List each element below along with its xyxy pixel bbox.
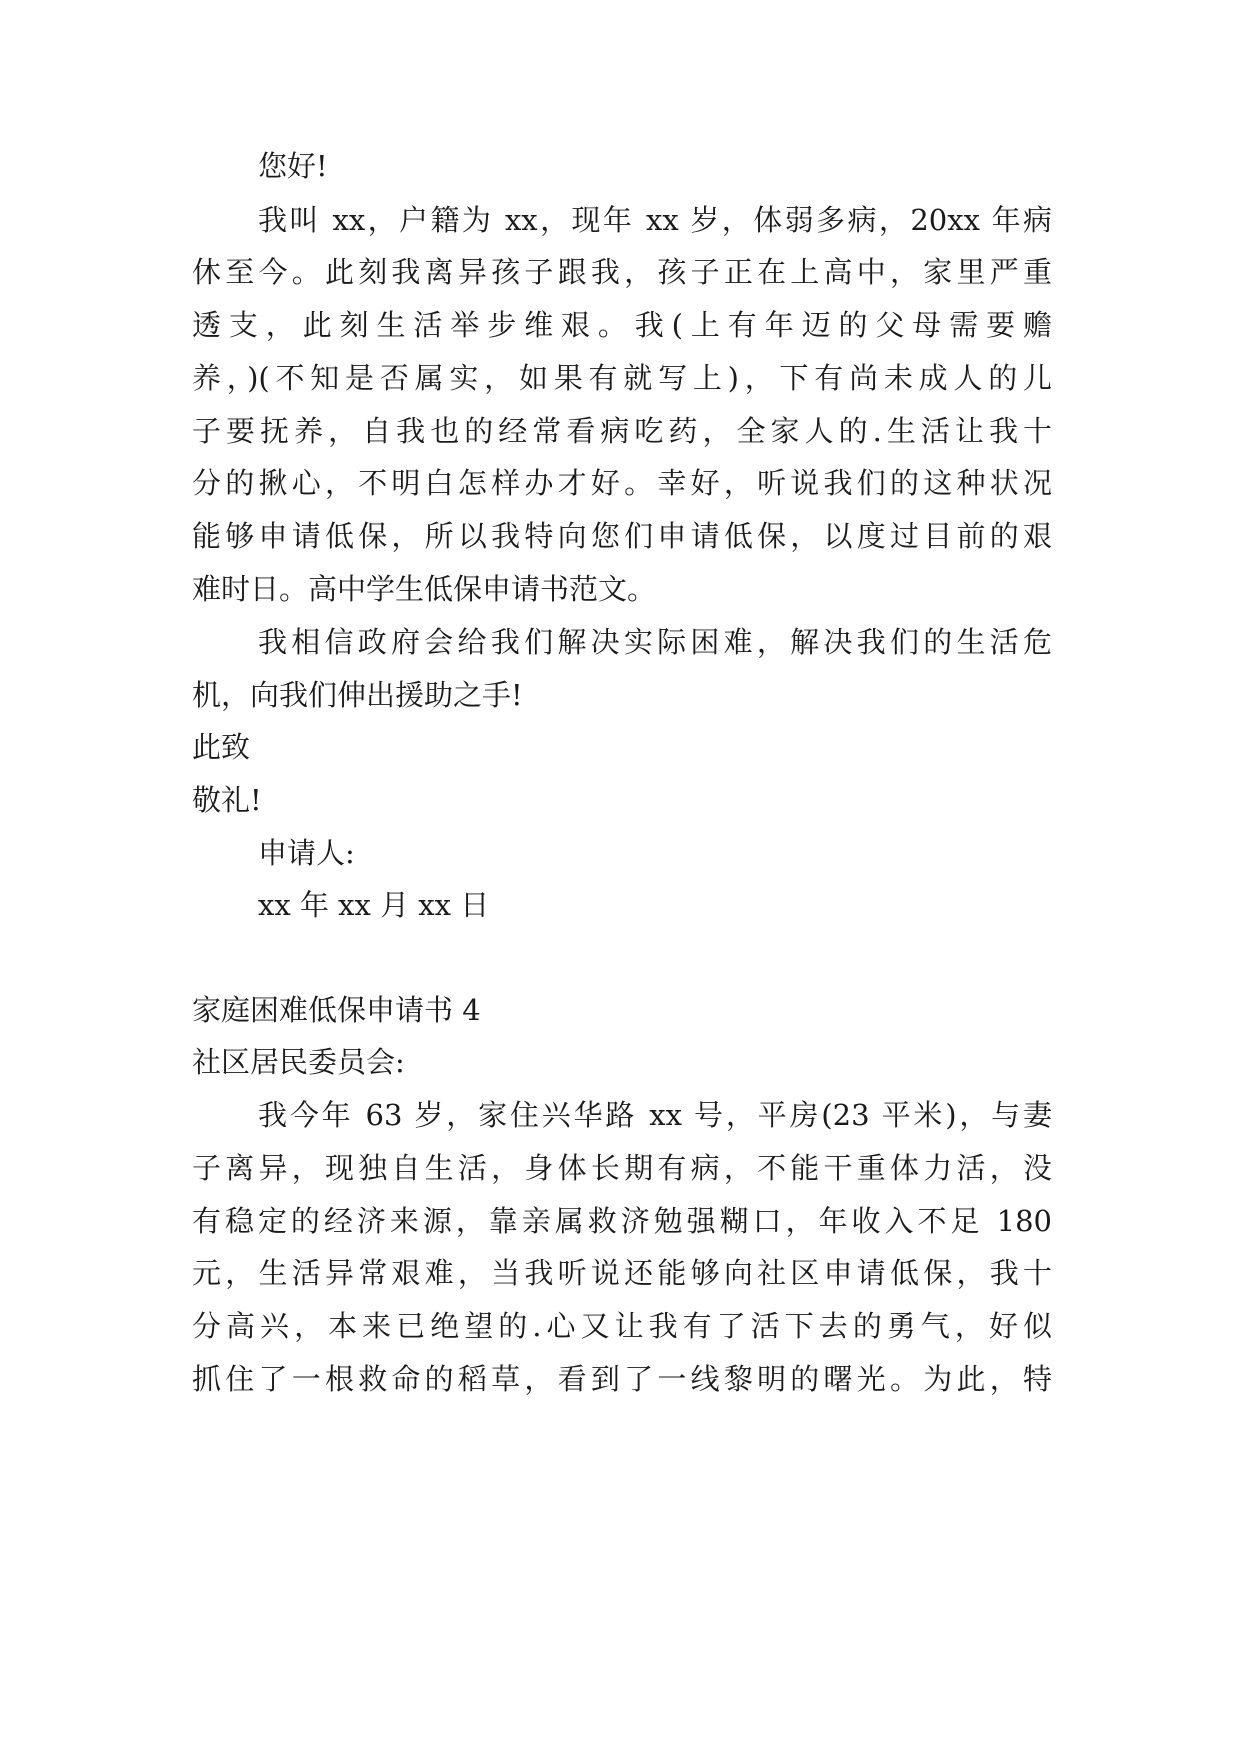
paragraph-line: 休至今。此刻我离异孩子跟我，孩子正在上高中，家里严重 xyxy=(192,255,1052,289)
paragraph-line: 我今年 63 岁，家住兴华路 xx 号，平房(23 平米)，与妻 xyxy=(258,1098,1052,1132)
paragraph-line: 子离异，现独自生活，身体长期有病，不能干重体力活，没 xyxy=(192,1151,1052,1185)
paragraph-line: 我相信政府会给我们解决实际困难，解决我们的生活危 xyxy=(258,625,1052,659)
paragraph-line: 抓住了一根救命的稻草，看到了一线黎明的曙光。为此，特 xyxy=(192,1362,1052,1396)
paragraph-line: 我叫 xx，户籍为 xx，现年 xx 岁，体弱多病，20xx 年病 xyxy=(258,203,1052,237)
paragraph-line: 难时日。高中学生低保申请书范文。 xyxy=(192,572,657,606)
date-line: xx 年 xx 月 xx 日 xyxy=(258,888,490,922)
paragraph-line: 子要抚养，自我也的经常看病吃药，全家人的.生活让我十 xyxy=(192,414,1052,448)
paragraph-line: 机，向我们伸出援助之手! xyxy=(192,678,523,712)
paragraph-line: 透支，此刻生活举步维艰。我(上有年迈的父母需要赡 xyxy=(192,308,1052,342)
paragraph-line: 元，生活异常艰难，当我听说还能够向社区申请低保，我十 xyxy=(192,1256,1052,1290)
paragraph-line: 能够申请低保，所以我特向您们申请低保，以度过目前的艰 xyxy=(192,519,1052,553)
section-title: 家庭困难低保申请书 4 xyxy=(192,993,481,1027)
applicant-label: 申请人: xyxy=(258,836,355,870)
paragraph-line: 分的揪心，不明白怎样办才好。幸好，听说我们的这种状况 xyxy=(192,466,1052,500)
paragraph-line: 养，)(不知是否属实，如果有就写上)，下有尚未成人的儿 xyxy=(192,361,1052,395)
closing-salutation: 此致 xyxy=(192,730,251,764)
greeting: 您好! xyxy=(258,149,328,183)
paragraph-line: 有稳定的经济来源，靠亲属救济勉强糊口，年收入不足 180 xyxy=(192,1204,1052,1238)
paragraph-line: 分高兴，本来已绝望的.心又让我有了活下去的勇气，好似 xyxy=(192,1309,1052,1343)
addressee: 社区居民委员会: xyxy=(192,1045,405,1079)
closing-regards: 敬礼! xyxy=(192,783,262,817)
